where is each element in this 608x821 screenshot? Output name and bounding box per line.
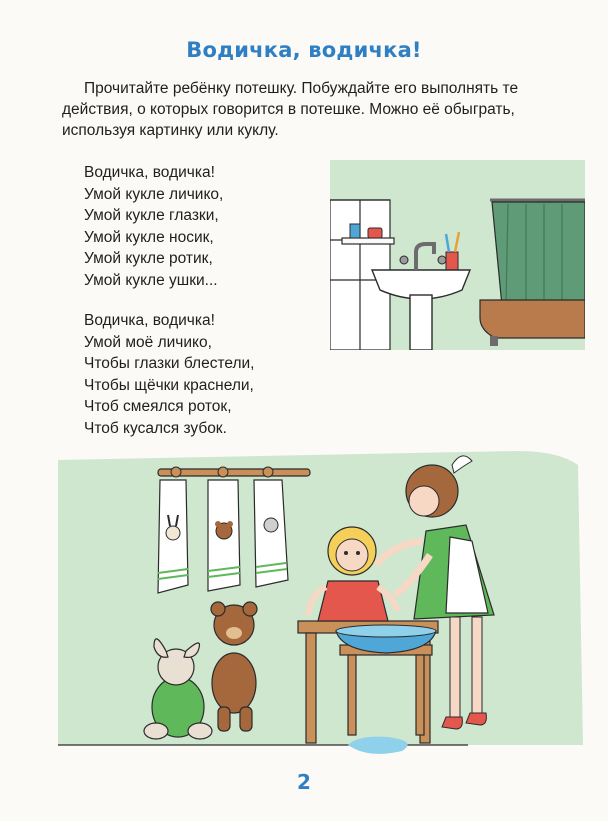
- poem-line: Чтобы щёчки краснели,: [84, 376, 254, 394]
- room-wall: [58, 451, 583, 745]
- poem-line: Умой кукле носик,: [84, 228, 214, 246]
- bunny-icon: [166, 526, 180, 540]
- bathtub-leg: [490, 336, 498, 346]
- mouse-icon: [264, 518, 278, 532]
- page-number: 2: [297, 770, 311, 794]
- poem-line: Водичка, водичка!: [84, 164, 215, 181]
- basin-water: [336, 625, 436, 637]
- instruction-paragraph: [62, 78, 582, 141]
- poem-line: Умой кукле ушки...: [84, 271, 218, 289]
- tap-handle-icon: [400, 256, 408, 264]
- girl-washing-doll-illustration: [58, 445, 588, 765]
- poem-line: Чтоб смеялся роток,: [84, 398, 232, 415]
- poem-line: Умой кукле личико,: [84, 185, 224, 203]
- teddy-bear: [211, 602, 257, 731]
- bottle-icon: [350, 224, 360, 238]
- sink-pedestal: [410, 295, 432, 350]
- cup-icon: [446, 252, 458, 270]
- poem-line: Чтоб кусался зубок.: [84, 419, 227, 437]
- floor: [58, 745, 588, 765]
- poem-line: Чтобы глазки блестели,: [84, 355, 255, 372]
- shelf: [342, 238, 394, 244]
- bathtub: [480, 300, 585, 338]
- tap-handle-icon: [438, 256, 446, 264]
- page-title: Водичка, водичка!: [186, 38, 422, 62]
- poem-line: Умой кукле глазки,: [84, 207, 219, 224]
- poem-line: Умой моё личико,: [84, 333, 212, 351]
- soap-dish-icon: [368, 228, 382, 238]
- poem-line: Водичка, водичка!: [84, 312, 215, 329]
- poem-line: Умой кукле ротик,: [84, 250, 213, 267]
- poem-stanza-1: [84, 162, 223, 291]
- bathroom-illustration: [330, 160, 585, 350]
- poem-stanza-2: [84, 310, 255, 439]
- instruction-text: Прочитайте ребёнку потешку. Побуждайте его выполнять те действия, о которых говорится в потешке. Можно её обыграть, используя картинку или куклу.: [62, 80, 519, 139]
